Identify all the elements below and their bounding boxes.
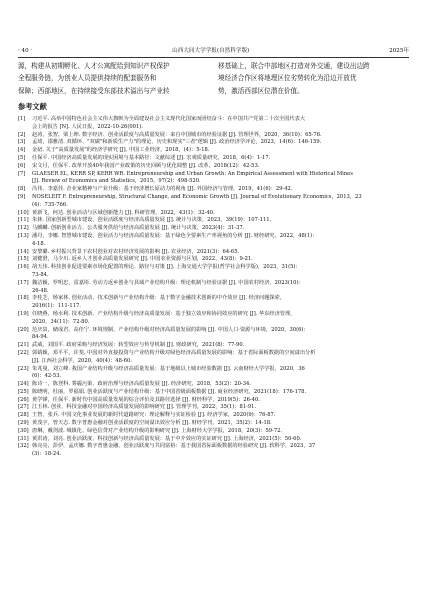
reference-text: 马麒麟. 创新创业活力、公共服务供给与经济高质量发展 [J]. 统计与决策，2023(4)：31-37. [32,225,245,232]
reference-text: 陈晓明，杜丽，罗福娟. 创业活跃度与产业结构升级：基于中国省级面板数据 [J]. 商业经济研究，2021(18)：176-178. [32,388,307,395]
journal-name: 山西大同大学学报(自然科学版) [172,48,250,54]
reference-text: 郭婧颖，邓平平，许斐. 中国对外直接投资与产业结构升级对绿色经济高质量发展的影响：基于省际面板数据的空间溢出分析 [J]. 江西社会科学，2020，40(4)：48-60. [32,349,316,364]
reference-number: [8] [18,186,26,193]
reference-text: 安黎璐. 乡村振兴背景下农村创业对农村经济发展的影响 [J]. 农业经济，2021(3)：64-65. [32,248,240,255]
reference-item [18,217,409,225]
reference-number: [26] [18,396,29,403]
reference-item [18,443,409,459]
reference-text: 金碚. 关于"高质量发展"的经济学研究 [J]. 中国工业经济，2018，(4)：5-18. [32,147,210,154]
reference-item [18,311,409,327]
reference-text: 任晓燕，杨水利. 技术创新、产业结构升级与经济高质量发展：基于独立效应和协同效应的研究 [J]. 华东经济管理， 2020，34(11)：72-80. [32,310,296,325]
reference-number: [15] [18,256,29,263]
reference-text: 赵涛，张智，梁上坤. 数字经济、创业活跃度与高质量发展：来自中国城市的经验证据 [J]. 管理世界，2020，36(10)：65-76. [32,131,322,138]
reference-text: 宋文月，任保平. 改革开放40年我国产业政策的历史回顾与优化调整 [J]. 改革，2018(12)：42-53. [32,162,260,169]
reference-item [18,412,409,420]
reference-text: 黄茂宇，曾天志. 数字普惠金融对创业活跃度的空间溢出效应分析 [J]. 财经学刊，2021，35(2)：14-18. [32,420,272,427]
reference-text: 李桂芝，杨家林. 创业活动、技术创新与产业结构升级：基于数字金融技术创新的中介效应 [J]. 经济问题探索， 2016(1)：111-117. [32,295,285,310]
reference-number: [12] [18,225,29,232]
reference-number: [23] [18,365,29,372]
reference-number: [28] [18,412,29,419]
references-heading: 参考文献 [18,102,47,111]
journal-year: 2025年 [389,48,409,54]
reference-text: 孟琦，邵雅清. 双循环、"双碳"和新质生产力"的理论、历史和现实"三者"逻辑 [J]. 政治经济学评论，2023，14(6)：146-159. [32,139,322,146]
reference-number: [29] [18,420,29,427]
reference-text: GLAESER EL, KERR SP, KERR WR. Entrepreneurship and Urban Growth: An Empirical Assessment with Historical Mines [J]. Review of Economics and Statistics，2015，97(2)：498-520. [32,170,353,185]
reference-number: [30] [18,427,29,434]
reference-text: 习近平. 高举中国特色社会主义伟大旗帜为全面建设社会主义现代化国家而团结奋斗：在中国共产党第二十次全国代表大 会上的报告 [N]. 人民日报，2022-10-26(001). [32,116,306,130]
reference-text: 武威，刘国平. 政府采购与经济发展：转型效应与传导机制 [J]. 财政研究，2021(8)：77-90. [32,342,245,349]
reference-text: 陈诗一，陈登科. 雾霾污染、政府治理与经济高质量发展 [J]. 经济研究，2018，53(2)：20-34. [32,381,251,388]
reference-number: [11] [18,217,29,224]
reference-number: [22] [18,349,29,356]
reference-item [18,186,409,194]
reference-number: [5] [18,154,26,161]
body-right-column: 移基础上，联合中部地区打造对外交通，建设出边跨 境经济合作区将地理区位劣势转化为沿边开放优 势，激活西部区位潜在价值。 [218,62,370,95]
reference-text: 胡天伟. 科技创业促进要素市场化配置的理论、路径与对策 [J]. 上海交通大学学报(哲学社会科学版)，2023，31(5)： 73-84. [32,264,301,278]
reference-item [18,295,409,311]
reference-text: 朱兆曼，刘立峰. 我国产业结构升级与经济高质量发展：基于地级以上城市经验数据 [J]. 云南财经大学学报，2020，36 (6)：42-53. [32,365,305,380]
reference-number: [2] [18,131,26,138]
reference-number: [16] [18,264,29,271]
reference-number: [18] [18,295,29,302]
reference-item [18,116,409,132]
reference-number: [17] [18,279,29,286]
reference-item [18,264,409,280]
reference-list [18,116,409,459]
reference-number: [27] [18,404,29,411]
reference-item [18,155,409,163]
body-left-column: 源，构建从初期孵化、人才公寓配给到知识产权保护 全程服务链，为创业人员提供持续的配套服务和 保障；西部地区，在持续接受东部技术溢出与产业转 [18,62,170,95]
header-rule [18,57,409,58]
reference-number: [14] [18,248,29,255]
reference-item [18,428,409,436]
page-header [18,46,409,56]
reference-number: [24] [18,381,29,388]
reference-number: [7] [18,170,26,177]
reference-text: 王智，张兵. 中国文化事业发展的新时代道路研究：理论解释与实证检验 [J]. 经济学家，2020(9)：76-87. [32,412,276,419]
reference-item [18,327,409,343]
reference-number: [32] [18,443,29,450]
reference-number: [3] [18,139,26,146]
reference-number: [4] [18,147,26,154]
reference-item [18,389,409,397]
reference-number: [9] [18,193,26,200]
reference-item [18,147,409,155]
reference-text: 刘健澄，马少川. 返乡人才创业高质量发展研究 [J]. 中国农业资源与区划，2022，43(8)：9-21. [32,256,253,263]
reference-text: 黄学锋，任保平. 新时代中国高质量发展的综合评价及其路径选择 [J]. 财经科学，2019(5)：26-40. [32,396,260,403]
reference-number: [6] [18,162,26,169]
reference-text: 魏洁颖，罗明忠，雷嘉彤. 劳动力返乡创业与县域产业结构升级：理论机制与经验证据 [J]. 中国农村经济，2023(10)： 26-48. [32,279,304,294]
reference-text: 韩亮亮，彭伊，孟庆娜. 数字普惠金融、创业活跃度与共同富裕：基于我国省际面板数据的经验研究 [J]. 软科学，2023，37 (3)：18-24. [32,443,316,458]
reference-number: [31] [18,435,29,442]
reference-item [18,194,409,210]
reference-item [18,280,409,296]
reference-text: 冯伟，李嘉佳. 企业家精神与产业升级：基于经济增长原动力的视角 [J]. 外国经济与管理，2019，41(6)：29-42. [32,186,293,193]
reference-text: 范庆泉，储成君，高佳宁. 环境规制、产业结构升级对经济高质量发展的影响 [J]. 中国人口·资源与环境，2020，30(6)： 84-94. [32,326,309,341]
reference-item [18,366,409,382]
reference-text: 任保平. 中国经济高质量发展的现实困境与基本路径：文献综述 [J]. 宏观质量研究，2018，6(4)：1-17. [32,154,271,161]
reference-item [18,171,409,187]
reference-item [18,233,409,249]
reference-text: 潘丹，李娜. 智慧城市建设、创业活力与经济高质量发展：基于绿色全要素生产率视角的分析 [J]. 财经研究，2022，48(1)： 4-18. [32,232,318,247]
reference-item [18,381,409,389]
reference-number: [25] [18,388,29,395]
reference-text: NOSELEIT F. Entrepreneurship, Structural Change, and Economic Growth [J]. Journal of Evolutionary Economics，2013，23 (4)：735-766. [32,193,362,208]
reference-number: [21] [18,342,29,349]
reference-number: [10] [18,209,29,216]
reference-item [18,225,409,233]
reference-item [18,350,409,366]
body-text [18,60,409,97]
reference-number: [1] [18,116,26,122]
reference-item [18,420,409,428]
reference-text: 黄洪涛，刘亮. 创业活跃度、科技创新与经济高质量发展：基于中介效应的实证研究 [J]. 上海经济，2021(5)：50-60. [32,435,302,442]
reference-text: 唐琳，戴剑波. 城镇化、绿色信贷对产业结构升级的影响研究 [J]. 上海财经大学学报，2018，20(3)：59-72. [32,427,283,434]
reference-item [18,163,409,171]
reference-item [18,342,409,350]
reference-number: [20] [18,326,29,333]
reference-text: 朱林. 国家创新型城市建设、创业活跃度与经济高质量发展 [J]. 统计与决策，2023，39(19)：107-111. [32,217,272,224]
reference-item [18,256,409,264]
reference-text: 黄新飞，何达. 创业活动与区域创新能力 [J]. 科研管理，2022，43(1)：32-40. [32,209,215,216]
page-number: · 40 · [18,48,33,54]
reference-number: [13] [18,232,29,239]
reference-text: 江玉林. 创业、科技金融对中国经济高质量发展的影响研究 [J]. 管理学刊，2022，35(1)：81-91. [32,404,257,411]
reference-number: [19] [18,310,29,317]
